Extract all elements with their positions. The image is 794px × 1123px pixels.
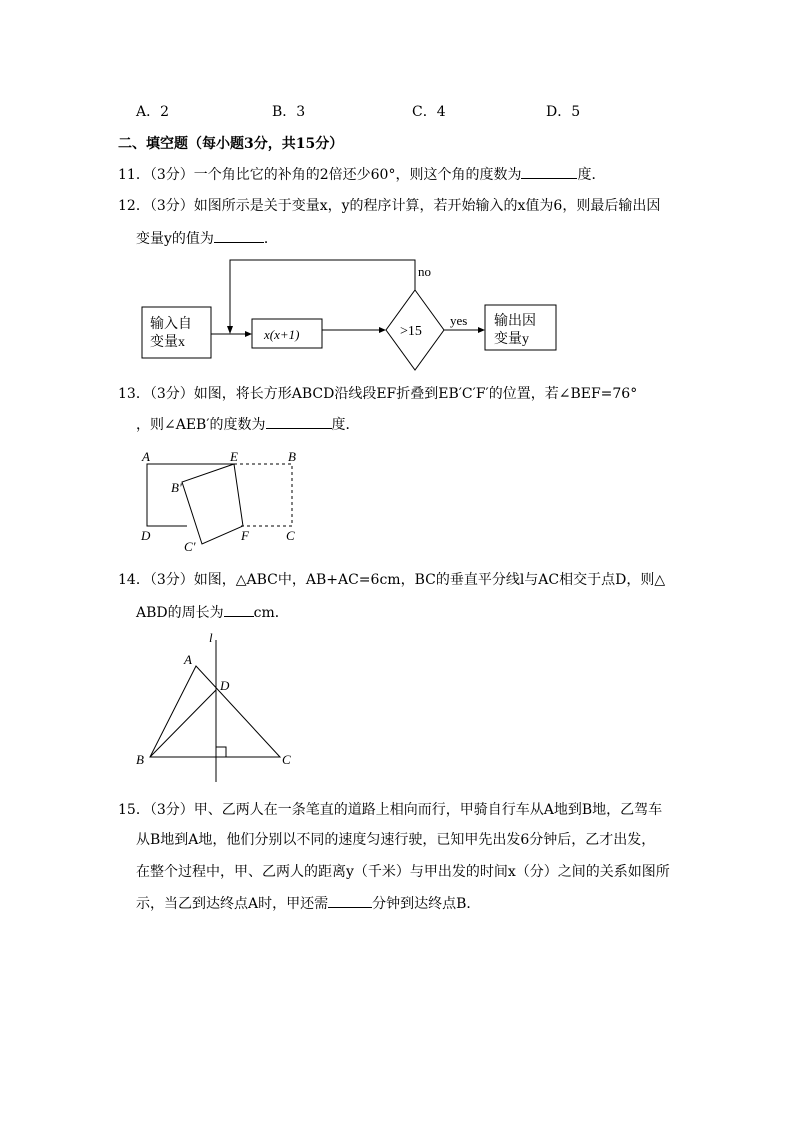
label-B: B xyxy=(136,752,144,767)
q15-text: 示，当乙到达终点A时，甲还需 xyxy=(136,896,329,912)
question-11 xyxy=(118,164,605,185)
question-15-line2: 从B地到A地，他们分别以不同的速度匀速行驶，已知甲先出发6分钟后，乙才出发， xyxy=(136,832,656,848)
q14-figure xyxy=(130,630,300,788)
question-15-line3: 在整个过程中，甲、乙两人的距离y（千米）与甲出发的时间x（分）之间的关系如图所 xyxy=(136,864,670,880)
label-B: B xyxy=(288,449,296,464)
q13-text: ，则∠AEB′的度数为 xyxy=(136,417,266,433)
flow-output-label-2: 变量y xyxy=(494,332,529,347)
q12-answer-blank[interactable] xyxy=(214,228,264,243)
line-BD xyxy=(150,690,216,757)
q14-tail: cm． xyxy=(253,605,289,621)
flow-input-label-2: 变量x xyxy=(150,335,185,350)
q11-tail: 度． xyxy=(577,167,606,183)
flow-condition-label: >15 xyxy=(400,324,422,339)
flow-process-label: x(x+1) xyxy=(264,327,300,342)
label-l: l xyxy=(209,630,213,645)
right-angle-mark xyxy=(216,747,226,757)
q11-text: 11．（3分）一个角比它的补角的2倍还少60°，则这个角的度数为 xyxy=(118,167,522,183)
q15-tail: 分钟到达终点B． xyxy=(372,896,481,912)
flow-output-label-1: 输出因 xyxy=(494,314,536,329)
triangle-ABC xyxy=(150,666,280,757)
option-a: A．2 xyxy=(136,104,170,120)
label-Cprime: C' xyxy=(184,539,196,554)
q14-answer-blank[interactable] xyxy=(224,602,254,617)
rect-solid-part xyxy=(147,464,234,526)
q12-flowchart xyxy=(130,250,570,375)
q13-figure xyxy=(135,448,310,558)
question-15-line1: 15．（3分）甲、乙两人在一条笔直的道路上相向而行，甲骑自行车从A地到B地，乙驾车 xyxy=(118,802,663,818)
option-b: B．3 xyxy=(272,104,306,120)
flow-input-label-1: 输入自 xyxy=(150,317,192,332)
flow-input-box xyxy=(142,307,211,358)
label-D: D xyxy=(141,528,151,543)
q11-answer-blank[interactable] xyxy=(521,164,577,179)
label-C: C xyxy=(282,752,291,767)
label-A: A xyxy=(142,449,150,464)
question-12-line2 xyxy=(136,228,278,249)
q12-tail: ． xyxy=(263,231,278,247)
q14-text: ABD的周长为 xyxy=(136,605,224,621)
q12-text: 变量y的值为 xyxy=(136,231,214,247)
q13-tail: 度． xyxy=(331,417,360,433)
label-Bprime: B' xyxy=(171,480,182,495)
flow-yes-label: yes xyxy=(450,313,468,328)
flow-no-label: no xyxy=(418,264,431,279)
label-E: E xyxy=(230,449,238,464)
label-F: F xyxy=(241,528,249,543)
question-13-line2 xyxy=(136,414,360,435)
q13-answer-blank[interactable] xyxy=(266,414,332,429)
question-15-line4 xyxy=(136,893,480,914)
question-14-line2 xyxy=(136,602,289,623)
question-13-line1: 13．（3分）如图，将长方形ABCD沿线段EF折叠到EB′C′F′的位置，若∠BEF=76° xyxy=(118,386,638,402)
label-A: A xyxy=(184,652,192,667)
question-12-line1: 12．（3分）如图所示是关于变量x，y的程序计算，若开始输入的x值为6，则最后输出因 xyxy=(118,198,661,214)
label-D: D xyxy=(220,678,230,693)
rect-dashed-part xyxy=(234,464,292,526)
option-c: C．4 xyxy=(412,104,446,120)
question-14-line1: 14．（3分）如图，△ABC中，AB+AC=6cm，BC的垂直平分线l与AC相交于点D，则△ xyxy=(118,572,666,588)
q15-answer-blank[interactable] xyxy=(328,893,372,908)
folded-quad xyxy=(182,464,243,544)
label-C: C xyxy=(286,528,295,543)
section-heading: 二、填空题（每小题3分，共15分） xyxy=(118,136,344,152)
option-d: D．5 xyxy=(546,104,581,120)
